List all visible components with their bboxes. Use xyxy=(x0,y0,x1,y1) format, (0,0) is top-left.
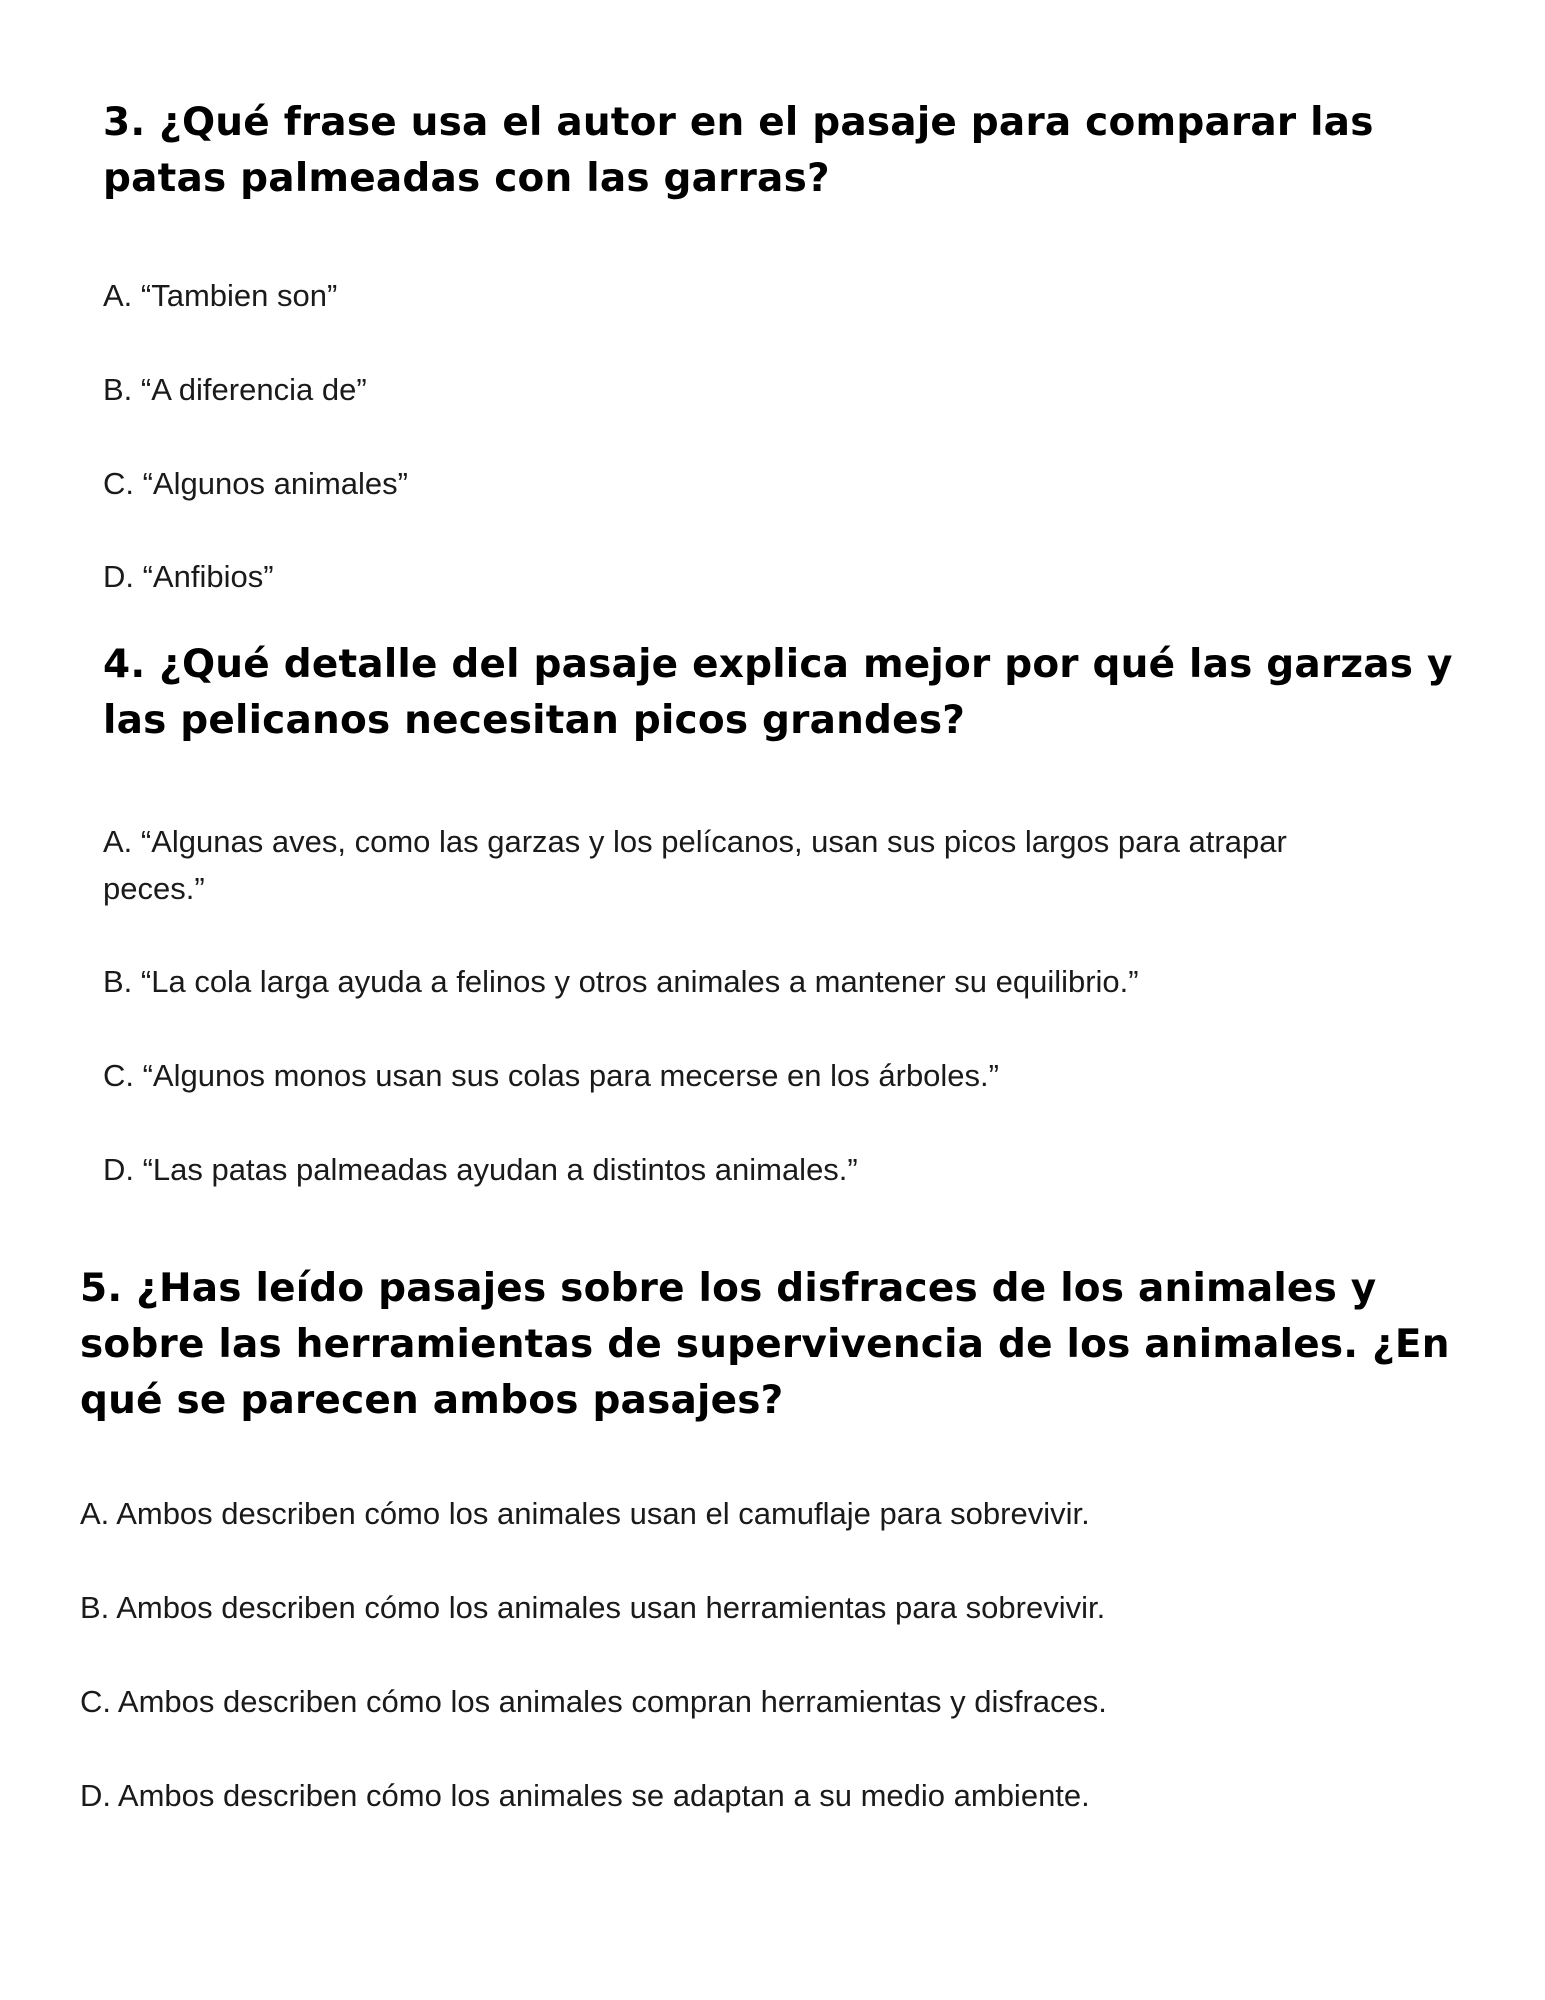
question-3-option-b: B. “A diferencia de” xyxy=(103,372,367,407)
question-5 xyxy=(80,1261,1510,1429)
question-4-text: 4. ¿Qué detalle del pasaje explica mejor por qué las garzas y las pelicanos necesitan picos grandes? xyxy=(103,642,1453,743)
question-5-text: 5. ¿Has leído pasajes sobre los disfraces de los animales y sobre las herramientas de supervivencia de los animales. ¿En qué se parecen ambos pasajes? xyxy=(80,1266,1450,1423)
question-4-option-c: C. “Algunos monos usan sus colas para mecerse en los árboles.” xyxy=(103,1058,999,1093)
question-3-option-c: C. “Algunos animales” xyxy=(103,466,408,501)
question-5-option-b: B. Ambos describen cómo los animales usan herramientas para sobrevivir. xyxy=(80,1590,1106,1625)
question-3-option-d: D. “Anfibios” xyxy=(103,559,274,594)
question-3-option-a: A. “Tambien son” xyxy=(103,278,338,313)
question-4 xyxy=(103,637,1483,749)
question-4-option-d: D. “Las patas palmeadas ayudan a distintos animales.” xyxy=(103,1152,858,1187)
question-3 xyxy=(103,95,1463,207)
question-3-text: 3. ¿Qué frase usa el autor en el pasaje para comparar las patas palmeadas con las garras? xyxy=(103,100,1374,201)
question-5-option-a: A. Ambos describen cómo los animales usan el camuflaje para sobrevivir. xyxy=(80,1496,1090,1531)
question-4-option-a: A. “Algunas aves, como las garzas y los pelícanos, usan sus picos largos para atrapar peces.” xyxy=(103,824,1287,906)
question-5-option-d: D. Ambos describen cómo los animales se adaptan a su medio ambiente. xyxy=(80,1778,1090,1813)
question-5-option-c: C. Ambos describen cómo los animales compran herramientas y disfraces. xyxy=(80,1684,1107,1719)
question-4-option-b: B. “La cola larga ayuda a felinos y otros animales a mantener su equilibrio.” xyxy=(103,964,1139,999)
